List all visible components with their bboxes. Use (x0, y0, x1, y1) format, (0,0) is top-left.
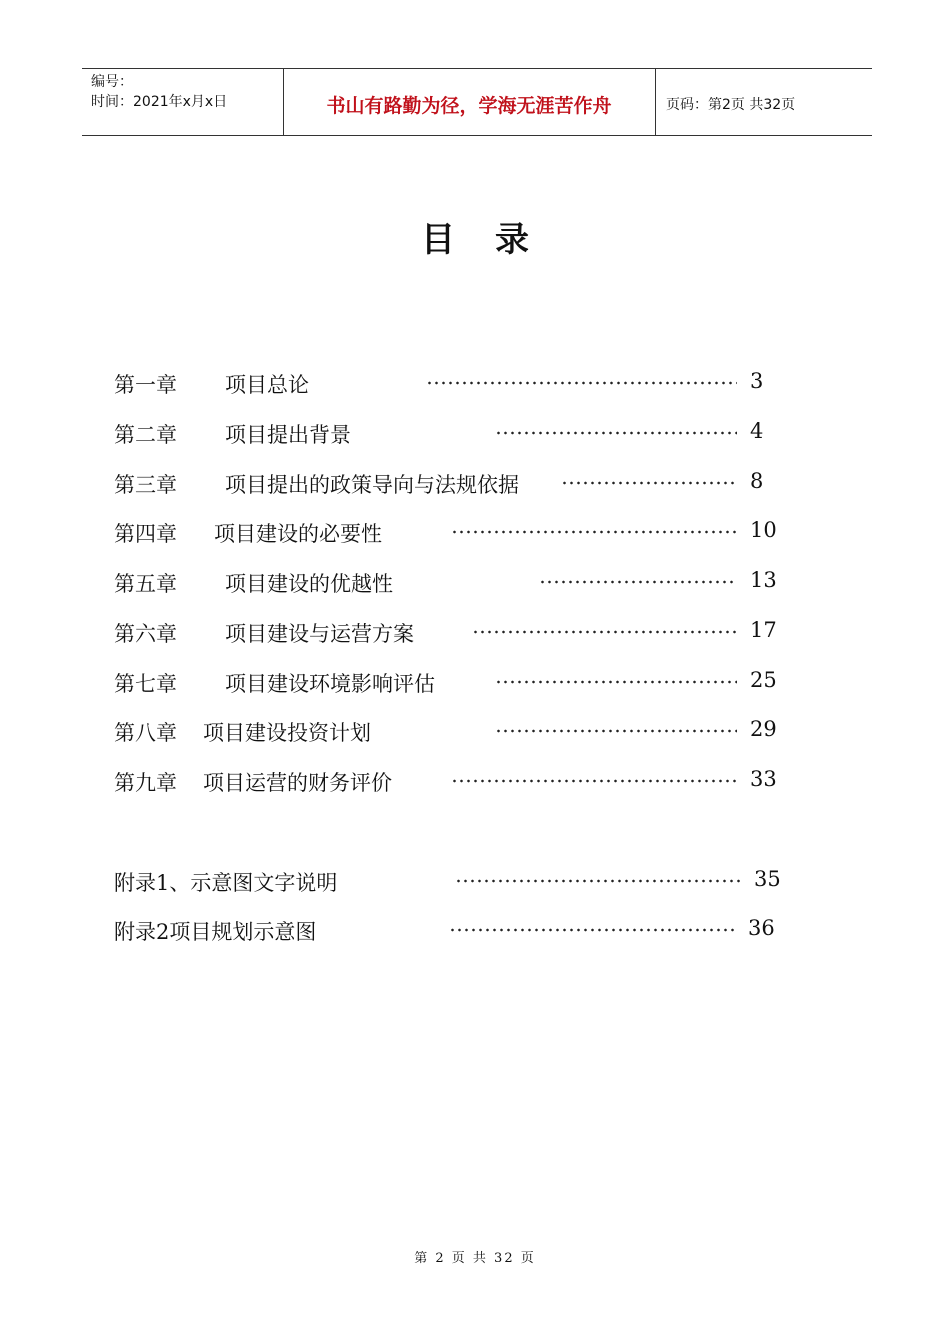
header-right-cell (656, 69, 872, 135)
toc-entry[interactable] (0, 618, 950, 648)
page-header (82, 68, 872, 136)
toc-chapter: 第二章 (114, 423, 177, 447)
toc-chapter: 第七章 (114, 672, 177, 696)
toc-leader-dots (495, 676, 737, 688)
toc-entry[interactable] (0, 469, 950, 499)
toc-chapter: 第六章 (114, 622, 177, 646)
toc-entry[interactable] (0, 767, 950, 797)
toc-title: 项目建设与运营方案 (225, 622, 414, 646)
toc-entry[interactable] (0, 369, 950, 399)
toc-page-number: 36 (748, 916, 775, 940)
toc-leader-dots (451, 526, 737, 538)
toc-title: 项目运营的财务评价 (203, 771, 392, 795)
toc-chapter: 第三章 (114, 473, 177, 497)
toc-chapter: 第一章 (114, 373, 177, 397)
toc-appendix-title: 附录2项目规划示意图 (114, 920, 317, 944)
toc-chapter: 第四章 (114, 522, 177, 546)
toc-page-number: 25 (750, 668, 777, 692)
toc-entry[interactable] (0, 568, 950, 598)
toc-leader-dots (472, 626, 737, 638)
toc-page-number: 33 (750, 767, 777, 791)
toc-leader-dots (451, 775, 737, 787)
toc-appendix-entry[interactable] (0, 916, 950, 946)
toc-chapter: 第九章 (114, 771, 177, 795)
toc-leader-dots (561, 477, 737, 489)
header-left-cell (82, 69, 284, 135)
toc-page-number: 17 (750, 618, 777, 642)
toc-entry[interactable] (0, 419, 950, 449)
toc-appendix-title: 附录1、示意图文字说明 (114, 871, 338, 895)
toc-page-number: 4 (750, 419, 764, 443)
toc-page-number: 8 (750, 469, 764, 493)
toc-entry[interactable] (0, 717, 950, 747)
toc-page-number: 35 (754, 867, 781, 891)
header-motto: 书山有路勤为径，学海无涯苦作舟 (326, 95, 612, 117)
header-middle-cell (283, 69, 656, 135)
page-footer: 第 2 页 共 32 页 (414, 1251, 536, 1266)
toc-title: 项目提出的政策导向与法规依据 (225, 473, 519, 497)
toc-leader-dots (539, 576, 737, 588)
toc-leader-dots (495, 427, 737, 439)
toc-chapter: 第五章 (114, 572, 177, 596)
document-time-label: 时间：2021年x月x日 (91, 94, 228, 110)
toc-entry[interactable] (0, 518, 950, 548)
toc-title: 项目总论 (225, 373, 309, 397)
toc-leader-dots (495, 725, 737, 737)
toc-leader-dots (455, 875, 741, 887)
header-page-info: 页码：第2页 共32页 (666, 97, 796, 113)
toc-title: 项目提出背景 (225, 423, 351, 447)
document-number-label: 编号： (91, 74, 133, 90)
toc-leader-dots (449, 924, 736, 936)
page-title: 目录 (421, 220, 569, 260)
toc-entry[interactable] (0, 668, 950, 698)
toc-title: 项目建设环境影响评估 (225, 672, 435, 696)
toc-chapter: 第八章 (114, 721, 177, 745)
toc-title: 项目建设投资计划 (203, 721, 371, 745)
toc-page-number: 29 (750, 717, 777, 741)
toc-leader-dots (426, 377, 737, 389)
toc-title: 项目建设的优越性 (225, 572, 393, 596)
toc-appendix-entry[interactable] (0, 867, 950, 897)
toc-title: 项目建设的必要性 (214, 522, 382, 546)
toc-page-number: 10 (750, 518, 777, 542)
toc-page-number: 3 (750, 369, 764, 393)
toc-page-number: 13 (750, 568, 777, 592)
